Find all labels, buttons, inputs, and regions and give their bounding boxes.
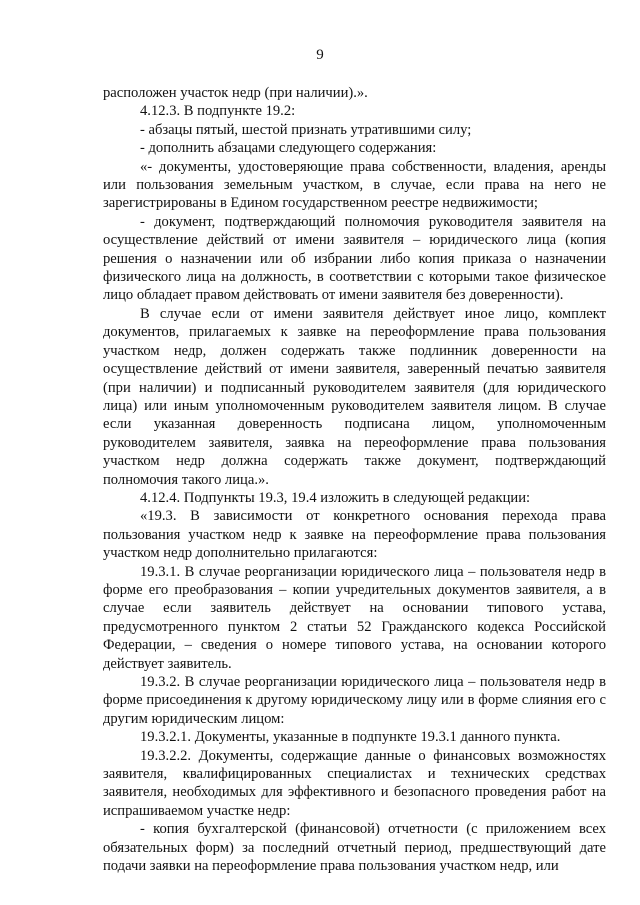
paragraph-10: 19.3.1. В случае реорганизации юридического лица – пользователя недр в форме его преобразования – копии учредительных документов заявителя, а в случае если заявитель действует на основании типового устава, предусмотренного пунктом 2 статьи 52 Гражданского кодекса Российской Федерации, – сведения о номере типового устава, на основании которого действует заявитель. — [103, 563, 606, 672]
paragraph-8: 4.12.4. Подпункты 19.3, 19.4 изложить в следующей редакции: — [140, 489, 531, 506]
paragraph-14: - копия бухгалтерской (финансовой) отчетности (с приложением всех обязательных форм) за последний отчетный период, предшествующий дате подачи заявки на переоформление права пользования участком недр, или — [103, 821, 606, 875]
paragraph-4: - дополнить абзацами следующего содержания: — [140, 140, 437, 157]
paragraph-11: 19.3.2. В случае реорганизации юридического лица – пользователя недр в форме присоединения к другому юридическому лицу или в форме слияния его с другим юридическим лицом: — [103, 674, 606, 727]
paragraph-13: 19.3.2.2. Документы, содержащие данные о финансовых возможностях заявителя, квалифицированных специалистах и технических средствах заявителя, необходимых для эффективного и безопасного проведения работ на испрашиваемом участке недр: — [103, 747, 606, 819]
paragraph-2: 4.12.3. В подпункте 19.2: — [140, 103, 296, 120]
paragraph-7: В случае если от имени заявителя действует иное лицо, комплект документов, прилагаемых к заявке на переоформление права пользования участком недр, должен содержать также подлинник доверенности на осуществление действий от имени заявителя, заверенный печатью заявителя (при наличии) и подписанный руководителем заявителя (для юридического лица) или иным уполномоченным руководителем заявителя лицом. В случае если указанная доверенность подписана лицом, уполномоченным руководителем заявителя, заявка на переоформление права пользования участком недр должна содержать также документ, подтверждающий полномочия такого лица.». — [103, 305, 606, 488]
page-number: 9 — [316, 47, 324, 63]
paragraph-12: 19.3.2.1. Документы, указанные в подпункте 19.3.1 данного пункта. — [140, 729, 561, 746]
paragraph-1: расположен участок недр (при наличии).». — [103, 85, 368, 101]
paragraph-3: - абзацы пятый, шестой признать утратившими силу; — [140, 121, 472, 138]
document-body — [103, 84, 606, 875]
paragraph-5: «- документы, удостоверяющие права собственности, владения, аренды или пользования земельным участком, в случае, если права на него не зарегистрированы в Едином государственном реестре недвижимости; — [103, 158, 606, 212]
paragraph-9: «19.3. В зависимости от конкретного основания перехода права пользования участком недр к заявке на переоформление права пользования участком недр дополнительно прилагаются: — [103, 508, 606, 562]
paragraph-6: - документ, подтверждающий полномочия руководителя заявителя на осуществление действий от имени заявителя – юридического лица (копия решения о назначении или об избрании либо копия приказа о назначении физического лица на должность, в соответствии с которыми такое физическое лицо обладает правом действовать от имени заявителя без доверенности). — [103, 213, 606, 304]
